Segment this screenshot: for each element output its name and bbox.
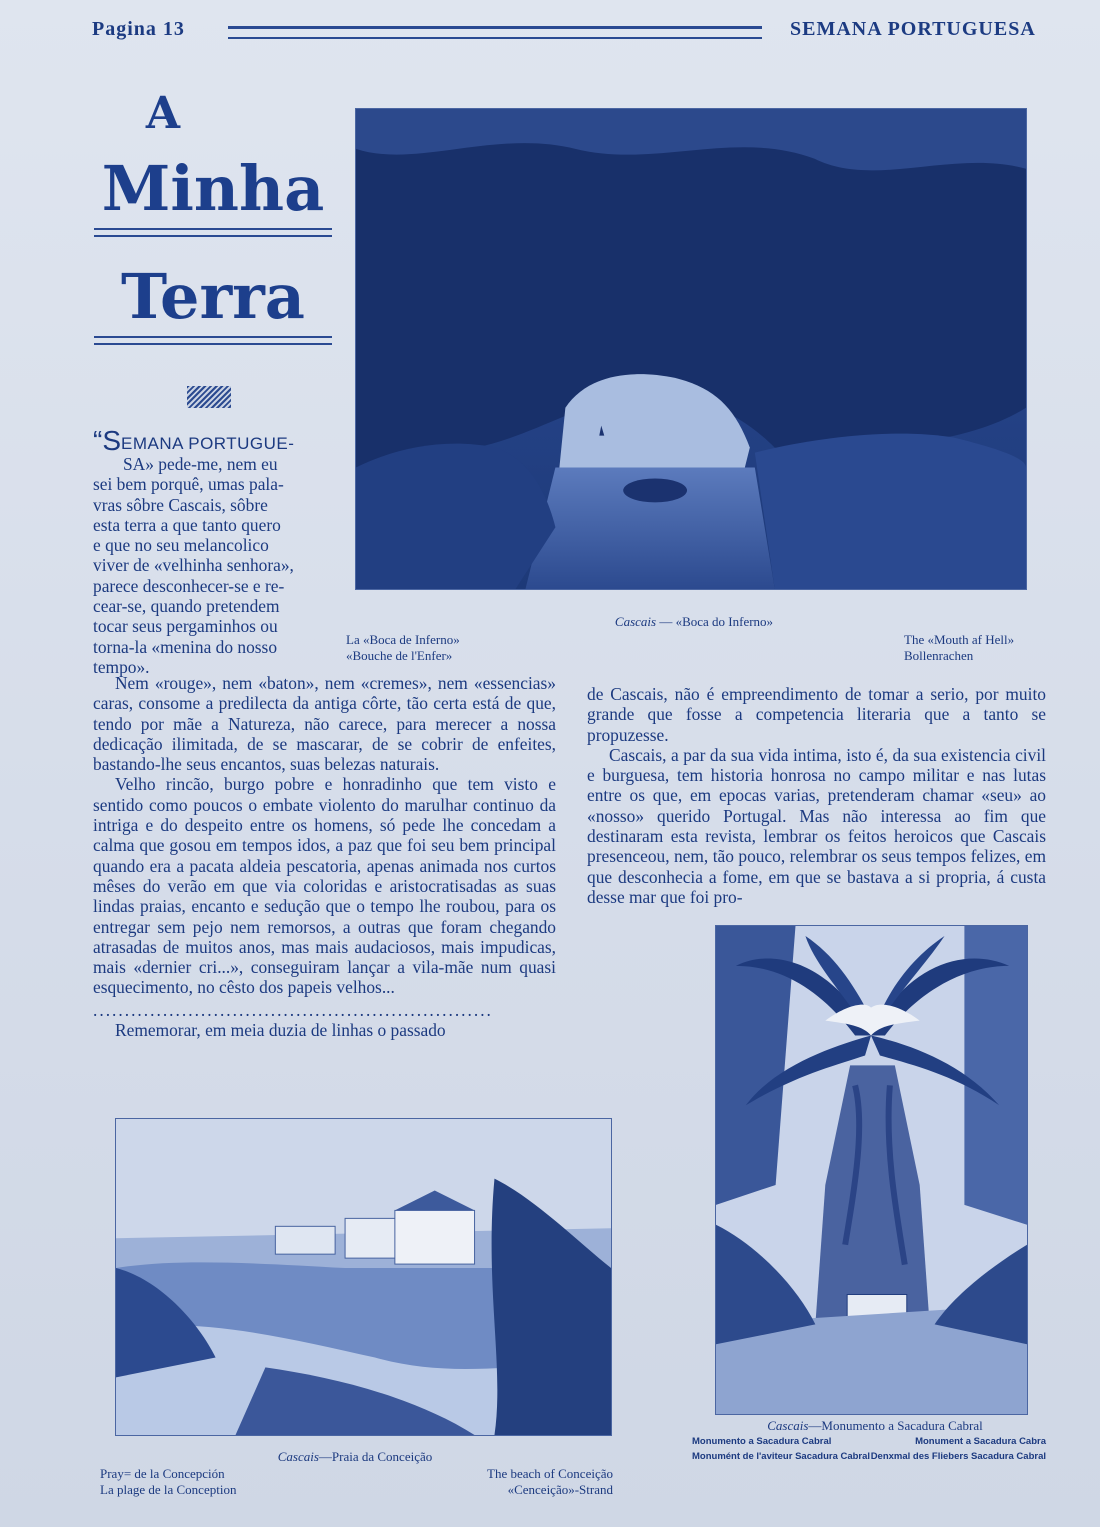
text-line: cear-se, quando pretendem bbox=[93, 596, 280, 617]
article-intro bbox=[93, 425, 335, 677]
article-right-column bbox=[587, 684, 1046, 907]
text-line: e que no seu melancolico bbox=[93, 535, 269, 556]
caption-monumento-4: Denxmal des Fliebers Sacadura Cabral bbox=[870, 1451, 1046, 1462]
caption-praia-de: «Cenceição»-Strand bbox=[507, 1482, 613, 1497]
caption-boca-de: Bollenrachen bbox=[904, 648, 974, 663]
monumento-image bbox=[716, 926, 1027, 1414]
caption-text: —Monumento a Sacadura Cabral bbox=[808, 1418, 983, 1433]
caption-place: Cascais bbox=[767, 1418, 809, 1433]
title-rule bbox=[94, 336, 332, 345]
ornament bbox=[187, 386, 231, 408]
paragraph: de Cascais, não é empreendimento de tomar a serio, por muito grande que fosse a competencia literaria que a tanto se propuzesse. bbox=[587, 684, 1046, 745]
text-line: sei bem porquê, umas pala- bbox=[93, 474, 284, 495]
caption-boca-es: La «Boca de Inferno» bbox=[346, 632, 460, 647]
magazine-name: SEMANA PORTUGUESA bbox=[790, 18, 1036, 40]
caption-place: Cascais bbox=[277, 1449, 319, 1464]
caption-text: — «Boca do Inferno» bbox=[656, 614, 774, 629]
photo-boca-do-inferno bbox=[355, 108, 1027, 590]
text-line: tocar seus pergaminhos ou bbox=[93, 616, 278, 637]
title-line-2: Minha bbox=[101, 152, 325, 225]
dotted-separator: ............................................................... bbox=[93, 999, 493, 1020]
caption-place: Cascais bbox=[614, 614, 657, 629]
caption-boca-en: The «Mouth af Hell» bbox=[904, 632, 1015, 647]
text-line: EMANA PORTUGUE- bbox=[121, 433, 295, 453]
text-line: SA» pede-me, nem eu bbox=[123, 454, 278, 474]
paragraph: Rememorar, em meia duzia de linhas o passado bbox=[115, 1020, 446, 1041]
title-line-1: A bbox=[145, 88, 181, 139]
text-line: tempo». bbox=[93, 656, 150, 677]
text-line: parece desconhecer-se e re- bbox=[93, 575, 285, 596]
title-rule bbox=[94, 228, 332, 237]
paragraph: Nem «rouge», nem «baton», nem «cremes», nem «essencias» caras, consome a predilecta da antiga côrte, tão certa está de que, tendo por mãe a Natureza, não carece, para merecer a nossa dedicação ilimitada, de se mascarar, de se cobrir de enfeites, bastando-lhe seus encantos, suas belezas naturais. bbox=[93, 673, 556, 775]
praia-image bbox=[116, 1119, 611, 1435]
caption-monumento-2: Monument a Sacadura Cabra bbox=[915, 1436, 1046, 1447]
caption-praia-main bbox=[240, 1449, 470, 1465]
article-left-column bbox=[93, 673, 556, 1040]
photo-monumento-sacadura-cabral bbox=[715, 925, 1028, 1415]
caption-praia-fr: La plage de la Conception bbox=[100, 1482, 237, 1497]
header-rule bbox=[228, 26, 762, 39]
caption-monumento-main bbox=[730, 1418, 1020, 1434]
photo-praia-da-conceicao bbox=[115, 1118, 612, 1436]
drop-cap: “S bbox=[93, 425, 121, 456]
caption-text: —Praia da Conceição bbox=[318, 1449, 433, 1464]
text-line: vras sôbre Cascais, sôbre bbox=[93, 494, 268, 515]
caption-boca-main bbox=[560, 614, 828, 630]
caption-boca-fr: «Bouche de l'Enfer» bbox=[346, 648, 453, 663]
paragraph: Cascais, a par da sua vida intima, isto é, da sua existencia civil e burguesa, tem historia honrosa no campo militar e nas lutas entre os que, em epocas varias, pretenderam chamar «seu» ao «nosso» querido Portugal. Mas não interessa ao fim que destinaram esta revista, lembrar os feitos heroicos que Cascais presenceou, nem, tão pouco, relembrar os seus tempos felizes, em que desconhecia a fome, em que se bastava a si propria, á custa desse mar que foi pro- bbox=[587, 744, 1046, 907]
caption-praia-es: Pray= de la Concepción bbox=[100, 1466, 225, 1481]
text-line: esta terra a que tanto quero bbox=[93, 514, 281, 535]
boca-do-inferno-image bbox=[356, 109, 1026, 589]
caption-monumento-1: Monumento a Sacadura Cabral bbox=[692, 1436, 832, 1447]
page-number: Pagina 13 bbox=[92, 18, 185, 40]
intro-first-line bbox=[93, 425, 335, 456]
title-line-3: Terra bbox=[121, 260, 305, 333]
caption-praia-en: The beach of Conceição bbox=[487, 1466, 613, 1481]
text-line: torna-la «menina do nosso bbox=[93, 636, 278, 657]
caption-monumento-3: Monumént de l'aviteur Sacadura Cabral bbox=[692, 1451, 871, 1462]
paragraph: Velho rincão, burgo pobre e honradinho que tem visto e sentido como poucos o embate violento do marulhar continuo da intriga e do despeito entre os homens, só pede lhe concedam a calma que gosou em tempos idos, a paz que foi seu bem principal quando era a pacata aldeia pescatoria, apenas animada nos curtos mêses do verão em que via coloridas e aristocratisadas as suas lindas praias, encanto e sedução que o tempo lhe roubou, para os entregar sem pejo nem remorsos, a outras que foram chegando atrasadas de muitos anos, mas mais audaciosos, mais impudicas, mais «dernier cri...», conseguiram lançar a vila-mãe num quasi esquecimento, no cêsto dos papeis velhos... bbox=[93, 774, 556, 998]
text-line: viver de «velhinha senhora», bbox=[93, 555, 294, 576]
